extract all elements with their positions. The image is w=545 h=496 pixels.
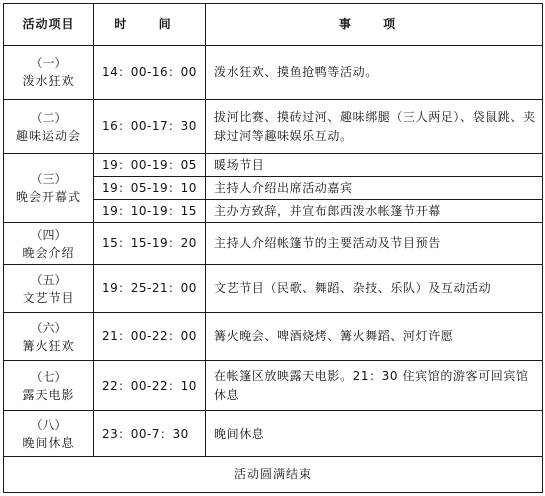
desc-cell: 暖场节目 [206, 154, 543, 177]
desc-cell: 文艺节目（民歌、舞蹈、杂技、乐队）及互动活动 [206, 265, 543, 313]
desc-cell: 篝火晚会、啤酒烧烤、篝火舞蹈、河灯许愿 [206, 313, 543, 361]
item-name: 晚会开幕式 [15, 190, 81, 205]
desc-cell: 主持人介绍出席活动嘉宾 [206, 177, 543, 200]
header-row [4, 4, 543, 46]
item-cell [4, 45, 94, 99]
item-cell [4, 411, 94, 457]
desc-cell: 在帐篷区放映露天电影。21：30 住宾馆的游客可回宾馆休息 [206, 361, 543, 411]
desc-cell: 泼水狂欢、摸鱼抢鸭等活动。 [206, 45, 543, 99]
time-cell: 16：00-17：30 [94, 100, 206, 154]
item-cell [4, 100, 94, 154]
table-row [4, 313, 543, 361]
time-cell: 19：05-19：10 [94, 177, 206, 200]
item-name: 趣味运动会 [15, 128, 81, 143]
item-name: 文艺节目 [22, 290, 75, 305]
item-name: 露天电影 [22, 387, 75, 402]
desc-cell: 晚间休息 [206, 411, 543, 457]
item-number: （二） [30, 110, 67, 125]
item-cell [4, 223, 94, 265]
item-number: （七） [30, 369, 67, 384]
desc-cell: 拔河比赛、摸砖过河、趣味绑腿（三人两足）、袋鼠跳、夹球过河等趣味娱乐互动。 [206, 100, 543, 154]
item-number: （八） [30, 417, 67, 432]
table-row [4, 223, 543, 265]
header-desc [206, 4, 543, 46]
table-row [4, 154, 543, 177]
time-cell: 22：00-22：10 [94, 361, 206, 411]
table-row [4, 361, 543, 411]
desc-cell: 主持人介绍帐篷节的主要活动及节目预告 [206, 223, 543, 265]
item-cell [4, 361, 94, 411]
item-cell [4, 265, 94, 313]
time-cell: 21：00-22：00 [94, 313, 206, 361]
item-number: （六） [30, 320, 67, 335]
item-name: 晚会介绍 [22, 245, 75, 260]
time-cell: 19：25-21：00 [94, 265, 206, 313]
header-item: 活动项目 [4, 4, 94, 46]
item-cell [4, 313, 94, 361]
item-name: 篝火狂欢 [22, 338, 75, 353]
item-number: （五） [30, 272, 67, 287]
header-time [94, 4, 206, 46]
header-desc-text: 事 项 [338, 17, 410, 32]
time-cell: 23：00-7：30 [94, 411, 206, 457]
table-row [4, 100, 543, 154]
item-number: （四） [30, 227, 67, 242]
table-row [4, 265, 543, 313]
table-row [4, 45, 543, 99]
time-cell: 19：10-19：15 [94, 200, 206, 223]
time-cell: 15：15-19：20 [94, 223, 206, 265]
schedule-sheet [3, 3, 542, 493]
item-name: 晚间休息 [22, 435, 75, 450]
header-time-text: 时 间 [114, 17, 185, 32]
table-row [4, 411, 543, 457]
footer-text: 活动圆满结束 [4, 457, 543, 493]
schedule-table [3, 3, 543, 493]
item-name: 泼水狂欢 [22, 74, 75, 89]
footer-row [4, 457, 543, 493]
desc-cell: 主办方致辞，并宣布郎西泼水帐篷节开幕 [206, 200, 543, 223]
item-number: （三） [30, 172, 67, 187]
time-cell: 19：00-19：05 [94, 154, 206, 177]
time-cell: 14：00-16：00 [94, 45, 206, 99]
item-cell [4, 154, 94, 223]
item-number: （一） [30, 56, 67, 71]
